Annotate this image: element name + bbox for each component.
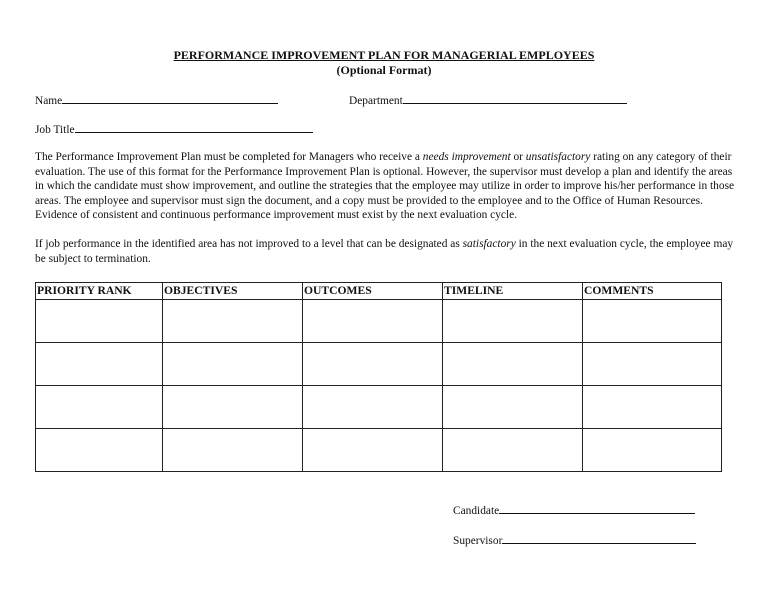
job-title-label: Job Title: [35, 124, 75, 136]
table-cell[interactable]: [36, 300, 163, 343]
col-outcomes: OUTCOMES: [303, 283, 443, 300]
col-priority-rank: PRIORITY RANK: [36, 283, 163, 300]
document-title: [0, 48, 768, 78]
candidate-label: Candidate: [453, 505, 500, 517]
table-cell[interactable]: [443, 429, 583, 472]
table-cell[interactable]: [303, 343, 443, 386]
name-line[interactable]: [62, 92, 278, 104]
improvement-plan-table: [35, 282, 722, 472]
table-cell[interactable]: [163, 429, 303, 472]
table-row: [36, 300, 722, 343]
table-row: [36, 386, 722, 429]
table-cell[interactable]: [583, 343, 722, 386]
table-cell[interactable]: [583, 429, 722, 472]
table-cell[interactable]: [303, 300, 443, 343]
table-cell[interactable]: [443, 300, 583, 343]
candidate-signature-line[interactable]: [499, 502, 695, 514]
para1-text-3: rating on any category of their evaluation. The use of this format for the Performance Improvement Plan is optional. However, the supervisor must develop a plan and identify the areas in which the candidate must show improvement, and outline the strategies that the employee may utilize in order to improve his/her performance in those areas. The employee and supervisor must sign the document, and a copy must be provided to the employee and to the Office of Human Resources. Evidence of consistent and continuous performance improvement must exist by the next evaluation cycle.: [35, 151, 735, 222]
candidate-signature-field[interactable]: [453, 502, 695, 518]
page-subtitle: (Optional Format): [336, 63, 432, 77]
table-cell[interactable]: [36, 429, 163, 472]
termination-paragraph: [35, 237, 735, 266]
table-header-row: [36, 283, 722, 300]
para2-text-2: in the next evaluation cycle, the employee may be subject to termination.: [35, 238, 734, 265]
department-field[interactable]: [349, 92, 627, 108]
para1-text-2: or: [510, 151, 526, 163]
para2-emphasis-satisfactory: satisfactory: [462, 238, 516, 250]
table-cell[interactable]: [583, 300, 722, 343]
job-title-line[interactable]: [75, 121, 313, 133]
name-field[interactable]: [35, 92, 278, 108]
table-cell[interactable]: [583, 386, 722, 429]
job-title-field[interactable]: [35, 121, 313, 137]
para1-text-1: The Performance Improvement Plan must be completed for Managers who receive a: [35, 151, 423, 163]
col-comments: COMMENTS: [583, 283, 722, 300]
table-row: [36, 429, 722, 472]
page-title: PERFORMANCE IMPROVEMENT PLAN FOR MANAGERIAL EMPLOYEES: [173, 48, 595, 62]
table-cell[interactable]: [163, 386, 303, 429]
table-cell[interactable]: [303, 386, 443, 429]
department-line[interactable]: [403, 92, 627, 104]
table-cell[interactable]: [36, 386, 163, 429]
para1-emphasis-needs-improvement: needs improvement: [422, 151, 511, 163]
para1-emphasis-unsatisfactory: unsatisfactory: [525, 151, 591, 163]
col-timeline: TIMELINE: [443, 283, 583, 300]
table-cell[interactable]: [36, 343, 163, 386]
supervisor-label: Supervisor: [453, 535, 503, 547]
instructions-paragraph: [35, 150, 735, 223]
table-cell[interactable]: [163, 343, 303, 386]
department-label: Department: [349, 95, 403, 107]
name-label: Name: [35, 95, 63, 107]
supervisor-signature-field[interactable]: [453, 532, 696, 548]
table-row: [36, 343, 722, 386]
col-objectives: OBJECTIVES: [163, 283, 303, 300]
table-cell[interactable]: [443, 386, 583, 429]
table-cell[interactable]: [303, 429, 443, 472]
para2-text-1: If job performance in the identified area has not improved to a level that can be designated as: [35, 238, 463, 250]
table-cell[interactable]: [443, 343, 583, 386]
table-cell[interactable]: [163, 300, 303, 343]
supervisor-signature-line[interactable]: [502, 532, 696, 544]
